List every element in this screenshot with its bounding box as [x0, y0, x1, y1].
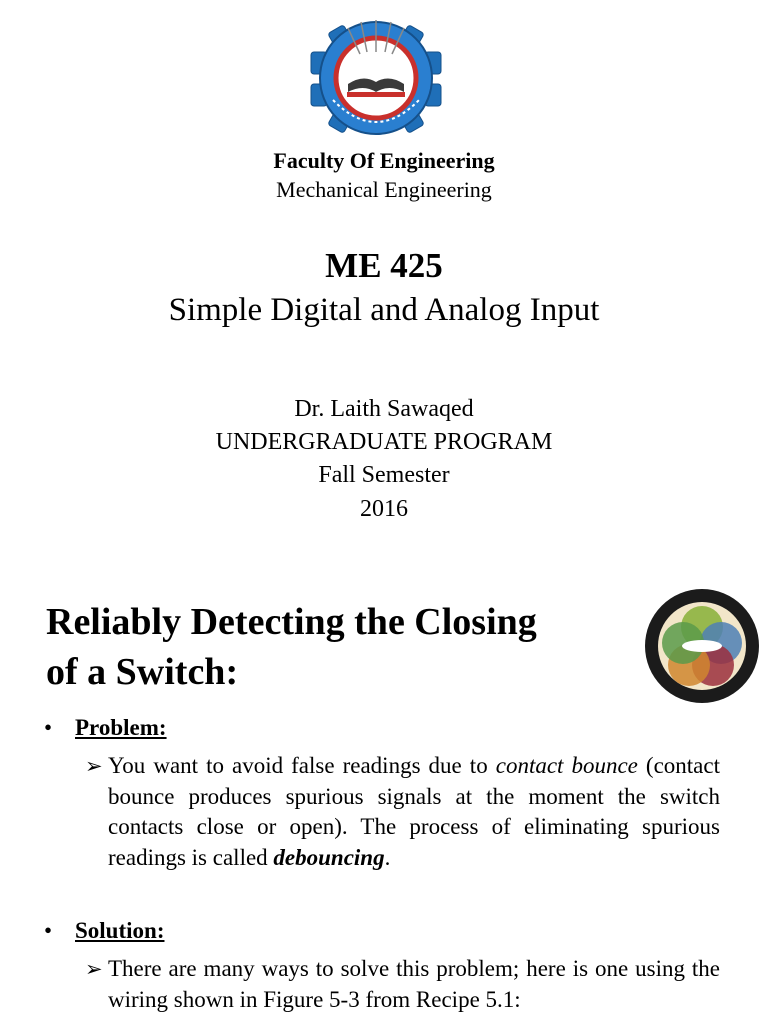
problem-text-italic: contact bounce: [495, 753, 638, 778]
solution-heading: Solution:: [75, 918, 165, 943]
instructor-name: Dr. Laith Sawaqed: [294, 396, 474, 422]
problem-text: [108, 751, 720, 873]
slide-title-line1: Reliably Detecting the Closing: [46, 601, 537, 643]
problem-heading: Problem:: [75, 715, 167, 740]
arrow-bullet-icon: ➢: [85, 957, 103, 981]
faculty-name: Faculty Of Engineering: [273, 148, 495, 173]
university-logo: [303, 12, 449, 140]
problem-text-b: (contact bounce produces spurious signals at the moment the switch contacts close or open). The process of eliminating spurious readings is called: [108, 753, 720, 870]
program-name: UNDERGRADUATE PROGRAM: [215, 429, 553, 455]
year-label: 2016: [360, 496, 408, 522]
slide-title-line2: of a Switch:: [46, 651, 239, 693]
course-title: Simple Digital and Analog Input: [168, 292, 600, 328]
bullet-icon: •: [44, 715, 53, 740]
solution-text: There are many ways to solve this problem; here is one using the wiring shown in Figure 5-3 from Recipe 5.1:: [108, 956, 720, 1012]
slide-title: [46, 597, 626, 697]
problem-text-a: You want to avoid false readings due to: [108, 753, 496, 778]
content-slide: [0, 565, 768, 1024]
problem-bullet: [44, 715, 167, 741]
course-code: ME 425: [325, 246, 443, 285]
arrow-bullet-icon: ➢: [85, 754, 103, 778]
bullet-icon: •: [44, 918, 53, 943]
problem-text-c: .: [384, 844, 391, 870]
problem-text-bold-italic: debouncing: [273, 844, 385, 870]
semester-label: Fall Semester: [318, 462, 450, 488]
department-name: Mechanical Engineering: [276, 177, 492, 202]
mechatronics-diagram: [643, 587, 761, 705]
solution-bullet: [44, 918, 164, 944]
